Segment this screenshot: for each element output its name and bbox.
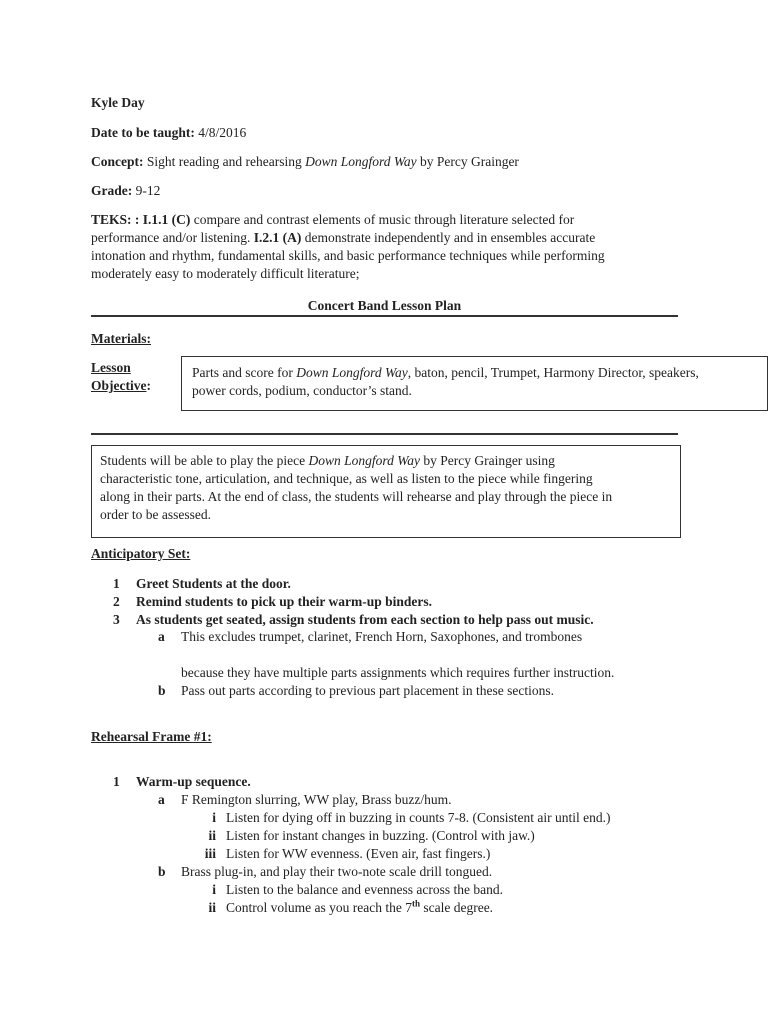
sub-letter: b bbox=[158, 864, 166, 879]
sub-item: Brass plug-in, and play their two-note scale drill tongued. bbox=[181, 864, 493, 879]
teks-text-2: performance and/or listening. bbox=[91, 230, 251, 245]
sub-item: F Remington slurring, WW play, Brass buzz/hum. bbox=[181, 792, 452, 807]
rehearsal-heading: Rehearsal Frame #1: bbox=[91, 729, 212, 744]
date-line bbox=[91, 124, 246, 142]
roman-numeral: ii bbox=[208, 828, 216, 843]
plan-title: Concert Band Lesson Plan bbox=[307, 298, 462, 313]
teks-text-3: intonation and rhythm, fundamental skills, and basic performance techniques while performing bbox=[91, 248, 605, 263]
sub-item-continued: because they have multiple parts assignments which requires further instruction. bbox=[181, 665, 615, 680]
sub-sub-item: Listen for instant changes in buzzing. (Control with jaw.) bbox=[226, 828, 535, 843]
teks-code-2: I.2.1 (A) bbox=[253, 230, 302, 245]
roman-numeral: ii bbox=[208, 900, 216, 915]
list-number: 3 bbox=[113, 612, 120, 627]
sub-sub-item: Listen to the balance and evenness across the band. bbox=[226, 882, 504, 897]
concept-piece-title: Down Longford Way bbox=[305, 154, 417, 169]
anticipatory-heading: Anticipatory Set: bbox=[91, 546, 191, 561]
sub-sub-item: Control volume as you reach the 7th scale degree. bbox=[226, 898, 494, 915]
materials-heading: Materials: bbox=[91, 331, 151, 346]
teks-block bbox=[91, 211, 691, 283]
list-item: Greet Students at the door. bbox=[136, 576, 291, 591]
list-item: As students get seated, assign students from each section to help pass out music. bbox=[136, 612, 594, 627]
title-divider bbox=[91, 315, 678, 317]
roman-numeral: iii bbox=[204, 846, 216, 861]
concept-composer: by Percy Grainger bbox=[419, 154, 519, 169]
sub-letter: a bbox=[158, 629, 165, 644]
superscript: th bbox=[411, 898, 420, 909]
list-number: 2 bbox=[113, 594, 120, 609]
teks-text-2b: demonstrate independently and in ensembles accurate bbox=[304, 230, 596, 245]
list-item: Warm-up sequence. bbox=[136, 774, 251, 789]
concept-label: Concept: bbox=[91, 154, 144, 169]
concept-text: Sight reading and rehearsing bbox=[146, 154, 302, 169]
grade-label: Grade: bbox=[91, 183, 133, 198]
teks-label: TEKS: : I.1.1 (C) bbox=[91, 212, 191, 227]
date-label: Date to be taught: bbox=[91, 125, 195, 140]
roman-numeral: i bbox=[212, 810, 216, 825]
list-number: 1 bbox=[113, 774, 120, 789]
grade-value: 9-12 bbox=[135, 183, 161, 198]
teks-text-1: compare and contrast elements of music through literature selected for bbox=[193, 212, 575, 227]
list-number: 1 bbox=[113, 576, 120, 591]
sub-item: This excludes trumpet, clarinet, French Horn, Saxophones, and trombones bbox=[181, 629, 583, 644]
sub-sub-item: Listen for WW evenness. (Even air, fast fingers.) bbox=[226, 846, 491, 861]
materials-piece-title: Down Longford Way bbox=[296, 365, 408, 380]
list-item: Remind students to pick up their warm-up binders. bbox=[136, 594, 433, 609]
materials-box: Parts and score for Down Longford Way, baton, pencil, Trumpet, Harmony Director, speakers, power cords, podium, conductor’s stand. bbox=[181, 356, 768, 411]
teks-text-4: moderately easy to moderately difficult literature; bbox=[91, 266, 360, 281]
lesson-objective-label: Lesson Objective: bbox=[91, 360, 151, 393]
sub-item: Pass out parts according to previous part placement in these sections. bbox=[181, 683, 555, 698]
roman-numeral: i bbox=[212, 882, 216, 897]
date-value: 4/8/2016 bbox=[198, 125, 247, 140]
sub-letter: b bbox=[158, 683, 166, 698]
author-name: Kyle Day bbox=[91, 95, 145, 110]
materials-divider bbox=[91, 433, 678, 435]
sub-sub-item: Listen for dying off in buzzing in counts 7-8. (Consistent air until end.) bbox=[226, 810, 611, 825]
objective-box: Students will be able to play the piece Down Longford Way by Percy Grainger using characteristic tone, articulation, and technique, as well as listen to the piece while fingering along in their parts. At the end of class, the students will rehearse and play through the piece in order to be assessed. bbox=[91, 445, 681, 538]
grade-line bbox=[91, 182, 160, 200]
objective-piece-title: Down Longford Way bbox=[308, 453, 420, 468]
sub-letter: a bbox=[158, 792, 165, 807]
concept-line bbox=[91, 153, 519, 171]
